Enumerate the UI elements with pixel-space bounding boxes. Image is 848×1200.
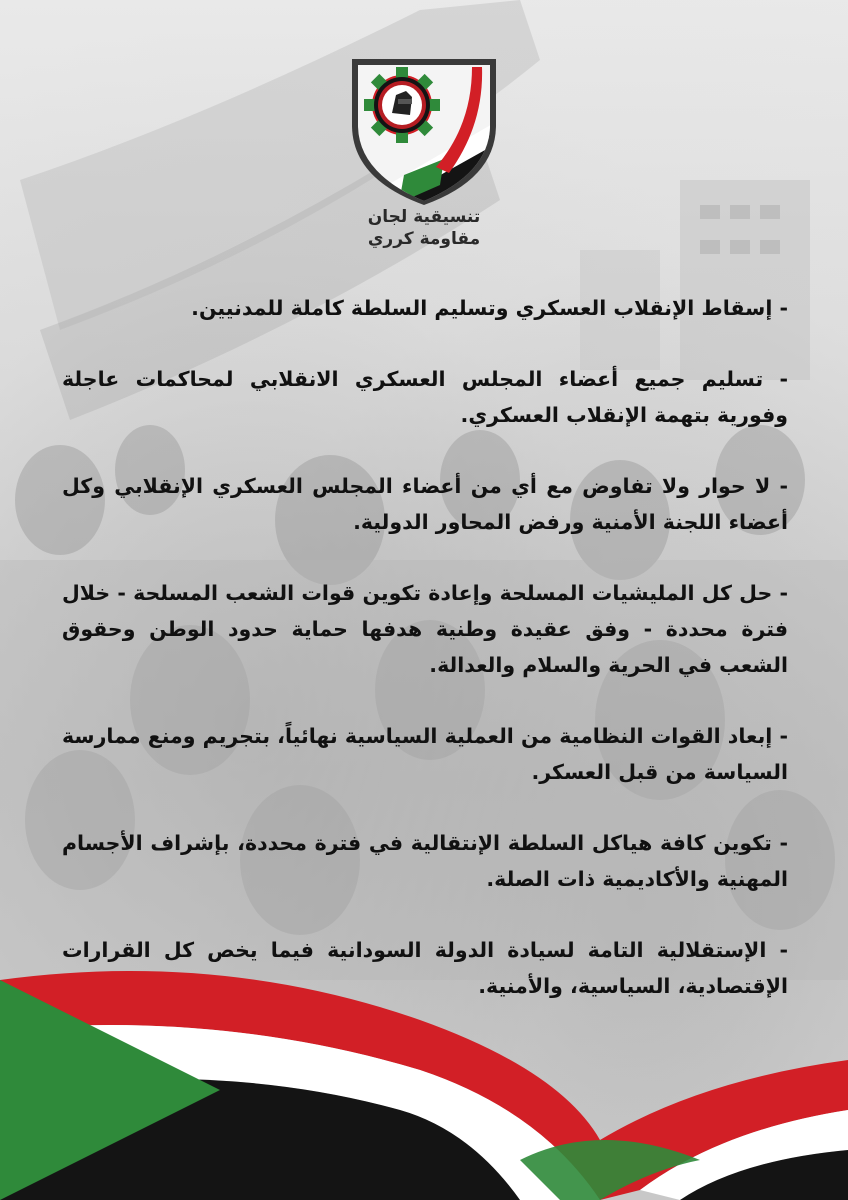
organization-name (324, 206, 524, 250)
demand-item: - الإستقلالية التامة لسيادة الدولة السودانية فيما يخص كل القرارات الإقتصادية، السياسية، والأمنية. (62, 938, 788, 998)
demands-list (62, 290, 788, 1039)
organization-name-line-2: مقاومة كرري (367, 229, 481, 249)
demand-item: - تكوين كافة هياكل السلطة الإنتقالية في فترة محددة، بإشراف الأجسام المهنية والأكاديمية ذات الصلة. (62, 831, 788, 891)
demand-item: - تسليم جميع أعضاء المجلس العسكري الانقلابي لمحاكمات عاجلة وفورية بتهمة الإنقلاب العسكري. (62, 367, 788, 427)
demand-item: - إسقاط الإنقلاب العسكري وتسليم السلطة كاملة للمدنيين. (191, 296, 788, 320)
organization-logo-icon (344, 55, 504, 205)
demand-item: - إبعاد القوات النظامية من العملية السياسية نهائياً، بتجريم ومنع ممارسة السياسة من قبل العسكر. (62, 724, 788, 784)
demand-item: - لا حوار ولا تفاوض مع أي من أعضاء المجلس العسكري الإنقلابي وكل أعضاء اللجنة الأمنية ورفض المحاور الدولية. (62, 474, 788, 534)
demand-item: - حل كل المليشيات المسلحة وإعادة تكوين قوات الشعب المسلحة - خلال فترة محددة - وفق عقيدة وطنية هدفها حماية حدود الوطن وحقوق الشعب في الحرية والسلام والعدالة. (62, 581, 788, 677)
organization-name-line-1: تنسيقية لجان (367, 207, 481, 227)
sudan-flag-wave-icon (0, 960, 848, 1200)
